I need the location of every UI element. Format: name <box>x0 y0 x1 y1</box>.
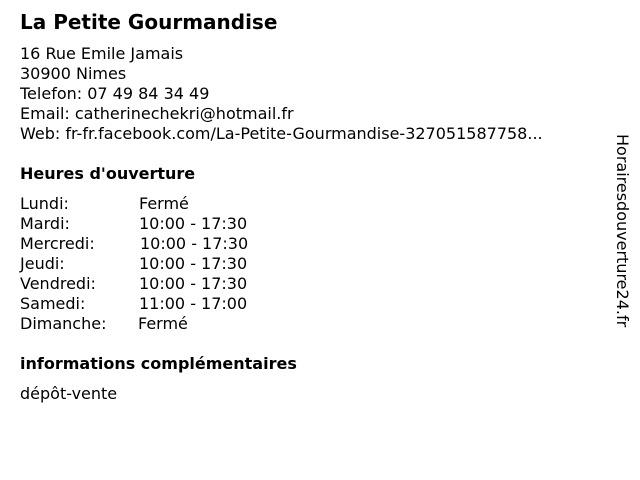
additional-info-text: dépôt-vente <box>20 384 118 403</box>
hours-row-samedi <box>20 294 320 314</box>
day-hours: 10:00 - 17:30 <box>139 274 248 293</box>
day-hours: Fermé <box>138 314 188 333</box>
day-hours: 10:00 - 17:30 <box>139 214 248 233</box>
hours-row-mercredi <box>20 234 320 254</box>
opening-hours-heading: Heures d'ouverture <box>20 164 196 183</box>
email-line: Email: catherinechekri@hotmail.fr <box>20 104 294 123</box>
day-label: Dimanche: <box>20 314 107 333</box>
business-name: La Petite Gourmandise <box>20 10 278 34</box>
hours-row-mardi <box>20 214 320 234</box>
day-label: Mardi: <box>20 214 70 233</box>
contact-block <box>20 44 543 144</box>
site-watermark: Horairesdouverture24.fr <box>613 134 632 328</box>
day-label: Samedi: <box>20 294 86 313</box>
hours-row-lundi <box>20 194 320 214</box>
day-label: Vendredi: <box>20 274 96 293</box>
day-label: Mercredi: <box>20 234 95 253</box>
address-city: 30900 Nimes <box>20 64 127 83</box>
phone-line: Telefon: 07 49 84 34 49 <box>20 84 210 103</box>
day-label: Lundi: <box>20 194 69 213</box>
hours-row-dimanche <box>20 314 320 334</box>
web-line: Web: fr-fr.facebook.com/La-Petite-Gourmandise-327051587758... <box>20 124 543 143</box>
hours-row-jeudi <box>20 254 320 274</box>
day-hours: Fermé <box>139 194 189 213</box>
hours-row-vendredi <box>20 274 320 294</box>
day-label: Jeudi: <box>20 254 65 273</box>
address-street: 16 Rue Emile Jamais <box>20 44 184 63</box>
day-hours: 10:00 - 17:30 <box>139 254 248 273</box>
day-hours: 10:00 - 17:30 <box>140 234 249 253</box>
opening-hours-table <box>20 194 320 334</box>
day-hours: 11:00 - 17:00 <box>139 294 248 313</box>
additional-info-heading: informations complémentaires <box>20 354 297 373</box>
